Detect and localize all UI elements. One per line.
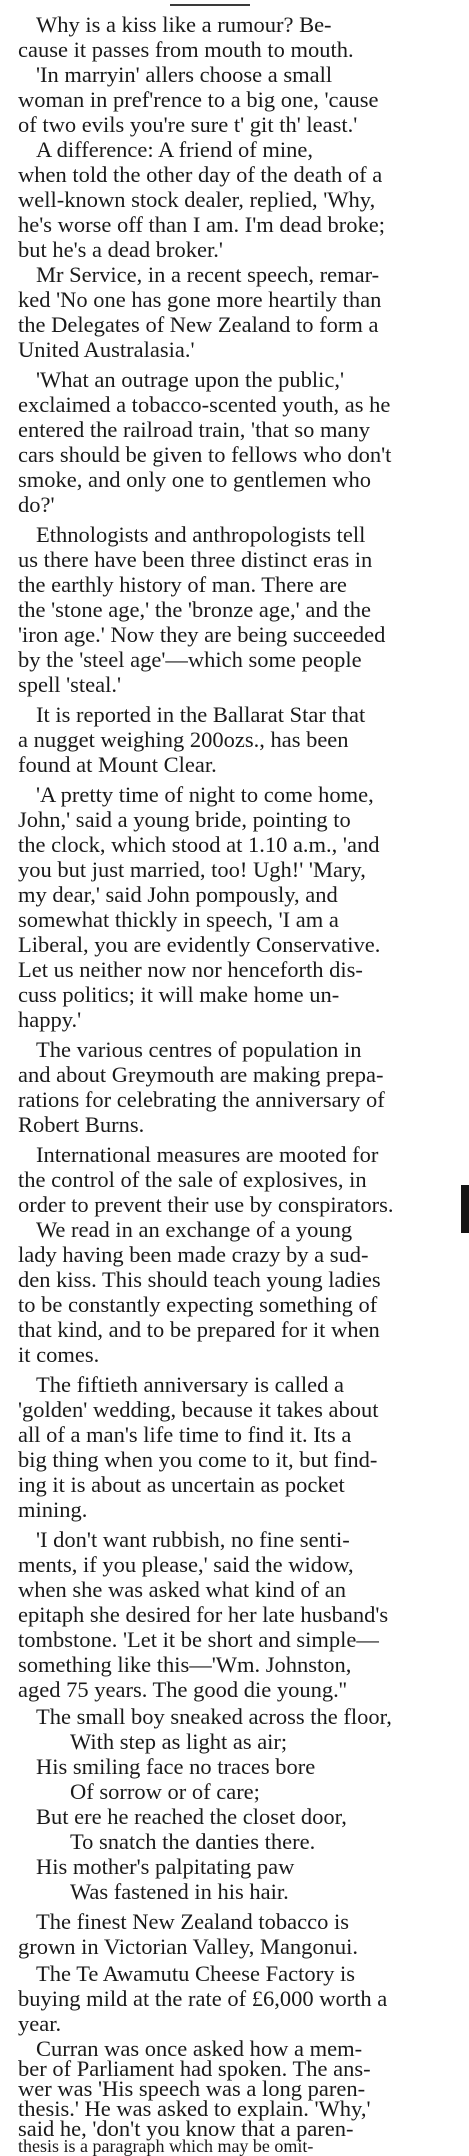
text-line: my dear,' said John pompously, and [18, 882, 338, 907]
poem-line: Was fastened in his hair. [70, 1879, 289, 1904]
text-line: United Australasia.' [18, 337, 195, 362]
text-line: the clock, which stood at 1.10 a.m., 'and [18, 832, 380, 857]
text-line: ing it is about as uncertain as pocket [18, 1472, 345, 1497]
text-line: but he's a dead broker.' [18, 237, 223, 262]
text-line: It is reported in the Ballarat Star that [36, 702, 366, 727]
poem-line: To snatch the danties there. [70, 1829, 316, 1854]
text-line: The fiftieth anniversary is called a [36, 1372, 344, 1397]
text-line: A difference: A friend of mine, [36, 137, 313, 162]
poem-line: His mother's palpitating paw [36, 1854, 295, 1879]
text-line: smoke, and only one to gentlemen who [18, 467, 372, 492]
text-line: 'In marryin' allers choose a small [36, 62, 333, 87]
text-line: buying mild at the rate of £6,000 worth a [18, 1986, 388, 2011]
text-line: 'golden' wedding, because it takes about [18, 1397, 379, 1422]
text-line: thesis is a paragraph which may be omit- [18, 2136, 314, 2156]
text-line: big thing when you come to it, but find- [18, 1447, 378, 1472]
text-line: Let us neither now nor henceforth dis- [18, 957, 363, 982]
text-line: said he, 'don't you know that a paren- [18, 2116, 354, 2141]
text-line: somewhat thickly in speech, 'I am a [18, 907, 339, 932]
text-line: lady having been made crazy by a sud- [18, 1242, 369, 1267]
text-line: a nugget weighing 200ozs., has been [18, 727, 349, 752]
text-line: aged 75 years. The good die young.'' [18, 1677, 347, 1702]
text-line: grown in Victorian Valley, Mangonui. [18, 1934, 359, 1959]
text-line: order to prevent their use by conspirators. [18, 1192, 394, 1217]
text-line: Ethnologists and anthropologists tell [36, 522, 366, 547]
poem-line: With step as light as air; [70, 1729, 288, 1754]
text-line: happy.' [18, 1007, 82, 1032]
text-line: 'I don't want rubbish, no fine senti- [36, 1527, 350, 1552]
text-line: found at Mount Clear. [18, 752, 217, 777]
text-line: that kind, and to be prepared for it when [18, 1317, 380, 1342]
text-line: Liberal, you are evidently Conservative. [18, 932, 381, 957]
text-line: entered the railroad train, 'that so many [18, 417, 371, 442]
text-line: den kiss. This should teach young ladies [18, 1267, 381, 1292]
text-line: and about Greymouth are making prepa- [18, 1062, 384, 1087]
text-line: when she was asked what kind of an [18, 1577, 347, 1602]
text-line: cars should be given to fellows who don't [18, 442, 392, 467]
text-line: 'A pretty time of night to come home, [36, 782, 374, 807]
text-line: exclaimed a tobacco-scented youth, as he [18, 392, 391, 417]
text-line: it comes. [18, 1342, 100, 1367]
text-line: cause it passes from mouth to mouth. [18, 37, 354, 62]
poem-line: The small boy sneaked across the floor, [36, 1704, 392, 1729]
text-line: he's worse off than I am. I'm dead broke; [18, 212, 385, 237]
text-line: ber of Parliament had spoken. The ans- [18, 2056, 371, 2081]
text-line: Why is a kiss like a rumour? Be- [36, 12, 332, 37]
text-line: Robert Burns. [18, 1112, 145, 1137]
text-line: of two evils you're sure t' git th' least.' [18, 112, 358, 137]
text-line: to be constantly expecting something of [18, 1292, 378, 1317]
text-line: epitaph she desired for her late husband's [18, 1602, 389, 1627]
text-line: Mr Service, in a recent speech, remar- [36, 262, 380, 287]
text-line: 'What an outrage upon the public,' [36, 367, 345, 392]
poem-line: Of sorrow or of care; [70, 1779, 260, 1804]
section-divider [170, 4, 250, 6]
text-line: when told the other day of the death of a [18, 162, 383, 187]
text-line: International measures are mooted for [36, 1142, 379, 1167]
scan-edge-mark [461, 1185, 469, 1233]
text-line: by the 'steel age'—which some people [18, 647, 362, 672]
text-line: The various centres of population in [36, 1037, 362, 1062]
text-line: the control of the sale of explosives, in [18, 1167, 367, 1192]
text-line: woman in pref'rence to a big one, 'cause [18, 87, 379, 112]
text-line: 'iron age.' Now they are being succeeded [18, 622, 386, 647]
text-line: do?' [18, 492, 55, 517]
text-line: all of a man's life time to find it. Its a [18, 1422, 352, 1447]
text-line: The Te Awamutu Cheese Factory is [36, 1961, 355, 1986]
text-line: ments, if you please,' said the widow, [18, 1552, 354, 1577]
text-line: us there have been three distinct eras in [18, 547, 373, 572]
text-line: something like this—'Wm. Johnston, [18, 1652, 352, 1677]
text-line: the 'stone age,' the 'bronze age,' and the [18, 597, 371, 622]
text-line: We read in an exchange of a young [36, 1217, 353, 1242]
poem-line: But ere he reached the closet door, [36, 1804, 347, 1829]
text-line: cuss politics; it will make home un- [18, 982, 340, 1007]
text-line: rations for celebrating the anniversary of [18, 1087, 385, 1112]
text-line: mining. [18, 1497, 88, 1522]
text-line: the earthly history of man. There are [18, 572, 347, 597]
text-line: thesis.' He was asked to explain. 'Why,' [18, 2096, 371, 2121]
text-line: tombstone. 'Let it be short and simple— [18, 1627, 379, 1652]
text-line: spell 'steal.' [18, 672, 122, 697]
poem-line: His smiling face no traces bore [36, 1754, 316, 1779]
text-line: The finest New Zealand tobacco is [36, 1909, 350, 1934]
text-line: year. [18, 2011, 62, 2036]
text-line: you but just married, too! Ugh!' 'Mary, [18, 857, 366, 882]
text-line: well-known stock dealer, replied, 'Why, [18, 187, 376, 212]
text-line: the Delegates of New Zealand to form a [18, 312, 379, 337]
text-line: ked 'No one has gone more heartily than [18, 287, 382, 312]
text-line: wer was 'His speech was a long paren- [18, 2076, 366, 2101]
text-line: John,' said a young bride, pointing to [18, 807, 351, 832]
text-line: Curran was once asked how a mem- [36, 2036, 363, 2061]
